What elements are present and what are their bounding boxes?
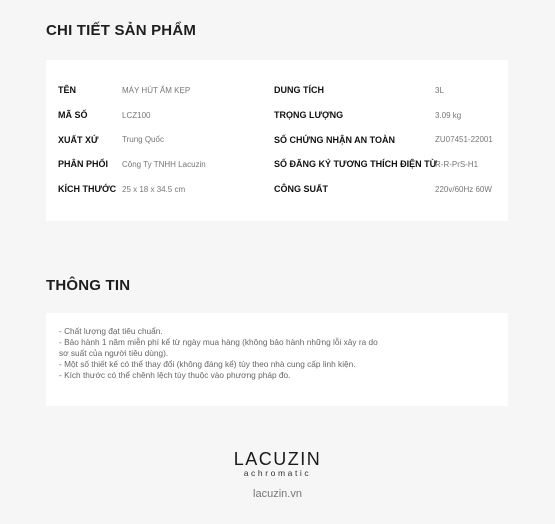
info-section-title: THÔNG TIN (46, 277, 131, 294)
specs-card (46, 60, 508, 221)
info-line: - Chất lượng đạt tiêu chuẩn. (59, 326, 163, 336)
spec-label-power: CÔNG SUẤT (274, 184, 328, 195)
spec-label-dimensions: KÍCH THƯỚC (58, 184, 117, 195)
spec-value-weight: 3.09 kg (435, 110, 462, 120)
spec-value-distributor: Công Ty TNHH Lacuzin (122, 159, 206, 169)
specs-section-title: CHI TIẾT SẢN PHẨM (46, 22, 197, 39)
info-line: - Kích thước có thể chênh lệch tùy thuộc vào phương pháp đo. (59, 370, 291, 381)
spec-label-name: TÊN (58, 85, 76, 96)
info-list (59, 326, 419, 381)
spec-value-emc-registration: R-R-PrS-H1 (435, 159, 479, 169)
spec-value-name: MÁY HÚT ẨM KẸP (122, 85, 191, 95)
specs-right-labels (274, 78, 437, 201)
info-line: - Một số thiết kế có thể thay đổi (không đáng kể) tùy theo nhà cung cấp linh kiện. (59, 359, 356, 370)
spec-value-code: LCZ100 (122, 110, 151, 120)
specs-right-values (435, 78, 493, 201)
spec-label-code: MÃ SỐ (58, 110, 88, 121)
info-line: - Bảo hành 1 năm miễn phí kể từ ngày mua hàng (không bảo hành những lỗi xảy ra do (59, 337, 378, 348)
spec-label-weight: TRỌNG LƯỢNG (274, 110, 344, 121)
brand-website: lacuzin.vn (253, 488, 302, 500)
spec-label-safety-cert: SỐ CHỨNG NHẬN AN TOÀN (274, 134, 395, 145)
spec-value-origin: Trung Quốc (122, 135, 164, 145)
spec-value-safety-cert: ZU07451-22001 (435, 135, 493, 145)
specs-left-labels (58, 78, 116, 201)
brand-tagline: achromatic (243, 468, 312, 478)
specs-left-values (122, 78, 206, 201)
spec-label-emc-registration: SỐ ĐĂNG KÝ TƯƠNG THÍCH ĐIỆN TỪ (274, 159, 438, 170)
brand-logo: LACUZIN (233, 449, 322, 469)
spec-value-dimensions: 25 x 18 x 34.5 cm (122, 184, 186, 194)
info-line: sơ suất của người tiêu dùng). (59, 348, 169, 359)
spec-label-capacity: DUNG TÍCH (274, 85, 324, 96)
info-card (46, 313, 508, 406)
spec-label-distributor: PHÂN PHỐI (58, 159, 109, 170)
spec-value-power: 220v/60Hz 60W (435, 184, 492, 194)
spec-value-capacity: 3L (435, 85, 444, 95)
spec-label-origin: XUẤT XỨ (58, 134, 99, 145)
